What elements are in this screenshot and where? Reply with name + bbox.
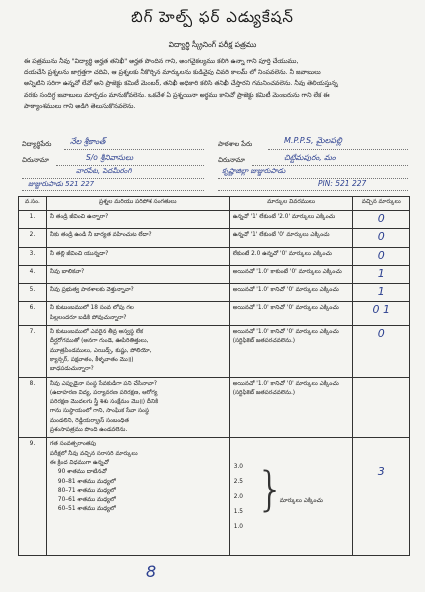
student-name-line [64,149,204,150]
row-question [46,302,229,326]
address-line [22,190,204,191]
question-line: పరిరక్షణ మొదలగు స్త్రీ శిశు సంక్షేమం మొ॥) దీనికి [49,399,159,406]
question-line: నీవు ఎప్పుడైనా సంస్థ సేవకుడిగా పని చేసినావా? [49,380,157,387]
school-address-line-3: PIN: 521 227 [318,179,367,188]
instruction-line: దయచేసి ప్రశ్నలను జాగ్రత్తగా చదివి, ఆ ప్రశ్నలకు నీకొర్చిన మార్కులను కుడివైపు చివరి కాలమ్ లో నింపవలెను. నీ జవాబులు [24,69,321,77]
row-number: 3. [19,247,47,265]
score-value: 0 1 [372,303,390,317]
question-line: ఈ క్రింద విధముగా ఉన్నచో [49,459,109,466]
marks-line: ఉన్నచో '1' లేకుంటే '0' మార్కులు ఎక్కించు [232,232,330,239]
marks-line: ఉన్నచో '1' లేకుంటే '2.0' మార్కులు ఎక్కించు [232,214,336,220]
screening-table [18,196,410,556]
row-question [46,265,229,283]
marks-line: అయినచో '1.0' కాకుంటే '0' మార్కులు ఎక్కించు [232,268,342,275]
row-question [46,326,229,377]
table-row [19,302,410,326]
marks-note: (సర్టిఫికెట్ జతపరచవలెను.) [232,338,296,345]
question-line: 80–71 శాతము మధ్యలో [57,487,116,494]
question-line: 60–51 శాతము మధ్యలో [57,506,116,513]
school-name-value: M.P.P.S, మైలపల్లి [284,136,342,145]
marks-line: అయినచో '1.0' కానిచో '0' మార్కులు ఎక్కించు [232,329,339,336]
row-score[interactable] [353,229,410,247]
question-line: నీ తండ్రి జీవించి ఉన్నారా? [49,214,109,220]
question-line: గత సంవత్సరాంతపు [49,441,97,448]
row-score[interactable] [353,326,410,377]
scale-value: 2.0 [233,494,243,501]
school-address-line-1: చిట్టేమపురం, మం [284,153,336,162]
question-line: దీర్ఘరోగముతో (అనగా గుండె, ఊపిరితిత్తులు, [49,338,149,345]
address-line [22,178,204,179]
instruction-line: ఈ పత్రమును నీవు "విద్యార్థి అర్హత తనిఖీ" అర్హత పొందిన గాని, అంగవైకల్యము కలిగి ఉన్నా గాని పూర్తి చేయుము, [24,58,299,65]
row-marks [229,265,353,283]
row-number: 6. [19,302,47,326]
form-title: బిగ్ హెల్ప్ ఫర్ ఎడ్యుకేషన్ [131,8,294,26]
student-name-label: విద్యార్థిపేరు [22,140,52,148]
table-header-row [19,197,410,211]
row-marks [229,302,353,326]
question-line: పిల్లలందరూ బడికి పోవుచున్నారా? [49,314,127,321]
question-line: మూత్రపిండములు, ఎయిడ్స్, కుష్టు, పోలియో, [49,347,152,354]
school-address-line [252,165,408,166]
score-value: 0 [377,327,385,341]
table-row [19,377,410,438]
address-line [56,165,204,166]
question-line: (ఉదాహరణ విద్య, పర్యావరణ పరిరక్షణ, ఆరోగ్య [49,389,158,396]
marks-line: అయినచో '1.0' కానిచో '0' మార్కులు ఎక్కించు [232,305,339,312]
school-address-label: చిరునామా [218,156,245,164]
row-score[interactable] [353,438,410,556]
address-line-1: S/o శ్రీనివాసులు [86,153,134,162]
question-line: మండలిని, రెడ్డియర్క్రాస్ సంబంధిత [49,417,129,424]
header-question: ప్రశ్నల మరియు పరిపోశ సంగతులు [46,197,229,211]
score-value: 3 [377,465,385,479]
marks-line: అయినచో '1.0' కానిచో '0' మార్కులు ఎక్కించు [232,287,339,294]
scale-value: 3.0 [233,464,243,471]
row-number: 2. [19,229,47,247]
row-marks [229,229,353,247]
table-row [19,438,410,556]
row-marks [229,326,353,377]
marks-line: లేకుంటే 2.0 ఉన్నచో '0' మార్కులు ఎక్కించు [232,250,332,257]
marks-line: మార్కులు ఎక్కించు [279,498,323,505]
scale-value: 1.5 [233,509,243,516]
score-value: 1 [377,266,385,280]
form-subtitle: విద్యార్థి స్క్రీనింగ్ పరీక్ష పత్రము [168,40,257,49]
row-score[interactable] [353,377,410,438]
header-score: వచ్చిన మార్కులు [353,197,410,211]
row-score[interactable] [353,247,410,265]
scale-value: 1.0 [233,524,243,531]
question-line: నీవు బాలికవా? [49,268,85,275]
score-value: 0 [377,230,385,244]
row-question [46,247,229,265]
row-score[interactable] [353,302,410,326]
question-line: క్యాన్సర్, పక్షవాతం, కీళ్ళవాతం మొ॥) [49,356,134,363]
school-label: పాఠశాల పేరు [218,140,253,148]
row-question [46,438,229,556]
row-marks [229,247,353,265]
row-number: 8. [19,377,47,438]
row-question [46,377,229,438]
question-line: 90 శాతము దాటినచో [57,469,107,476]
row-marks [229,438,353,556]
address-label: చిరునామా [22,156,49,164]
row-question [46,211,229,229]
question-line: నీకు తండ్రి ఉండి నీ బార్యత వహించుట లేదా? [49,232,152,239]
row-question [46,229,229,247]
score-value: 1 [377,285,385,299]
score-value: 0 [377,248,385,262]
brace-symbol: } [255,462,285,517]
row-number: 1. [19,211,47,229]
instruction-line: పాఠ్యాంశములు గాని అడిగి తెలుసుకొనవలెను. [24,102,136,110]
row-marks [229,211,353,229]
instructions-paragraph [24,56,404,112]
table-row [19,229,410,247]
row-number: 4. [19,265,47,283]
question-line: నీ కుటుంబములో ఎవరైన తీవ్ర అస్వస్థ లేక [49,329,143,336]
table-row [19,265,410,283]
school-address-line-2: కృష్ణాజిల్లా జుజ్జురుపాడు [222,167,286,175]
question-line: 90–81 శాతము మధ్యలో [57,478,116,485]
table-row [19,211,410,229]
marks-line: అయినచో '1.0' కానిచో '0' మార్కులు ఎక్కించు [232,380,339,387]
school-address-line [218,178,408,179]
row-number: 5. [19,284,47,302]
scale-value: 2.5 [233,479,243,486]
student-name-value: నేల శ్రీకాంత్ [70,137,106,146]
question-line: 70–61 శాతము మధ్యలో [57,497,116,504]
row-score[interactable] [353,211,410,229]
question-line: ప్రశంసాపత్రము పొంది ఉండవలెను. [49,427,128,434]
row-score[interactable] [353,265,410,283]
address-line-2: వారపేట, పెదమీరంగి [76,167,132,175]
score-value: 0 [377,212,385,225]
row-question [46,284,229,302]
signature-mark: 8 [146,562,157,581]
instruction-line: అన్నిటిని సరిగా ఉన్నవో లేవో అని ప్రాజెక్టు కమిటీ మెంబర్, తనిఖీ అధికారి కలిసి తనిఖీ చేస్తారని గమనించవలెను. నీవు తెలియస్తున్న [24,80,338,88]
row-marks [229,377,353,438]
marks-scale [234,460,243,535]
question-line: నీ కుటుంబములో 18 సంవ లోపు గల [49,305,134,312]
row-score[interactable] [353,284,410,302]
row-marks [229,284,353,302]
table-row [19,326,410,377]
question-line: గాను సుస్థాయంలో గాని, సాంఘిక సేవా సంస్థ [49,408,150,415]
question-line: పరీక్షలో నీవు వచ్చిన సరాసరి మార్కులు [49,450,138,457]
header-marks: మార్కుల వివరములు [229,197,353,211]
question-line: బాధపడుచున్నారా? [49,366,94,373]
school-address-line [218,190,408,191]
question-line: నీవు ప్రభుత్వ పాఠశాలకు వెళ్తున్నావా? [49,287,134,294]
table-row [19,247,410,265]
marks-note: (సర్టిఫికెట్ జతపరచవలెను.) [232,389,296,396]
table-row [19,284,410,302]
header-serial: వ.సం. [19,197,47,211]
school-name-line [268,149,408,150]
question-line: నీ తల్లి జీవించి యున్నదా? [49,250,109,257]
instruction-line: వరకు సందిగ్ధ జవాబులు మార్చడం మానుకోవలెను. ఒకవేళ ఏ ప్రశ్నయినా అర్థము కానిచో ప్రాజెక్టు కమిటీ మెంబరును గాని లేక ఈ [24,91,330,99]
row-number: 7. [19,326,47,377]
address-line-3: జుజ్జురుపాడు 521 227 [28,180,95,188]
row-number: 9. [19,438,47,556]
